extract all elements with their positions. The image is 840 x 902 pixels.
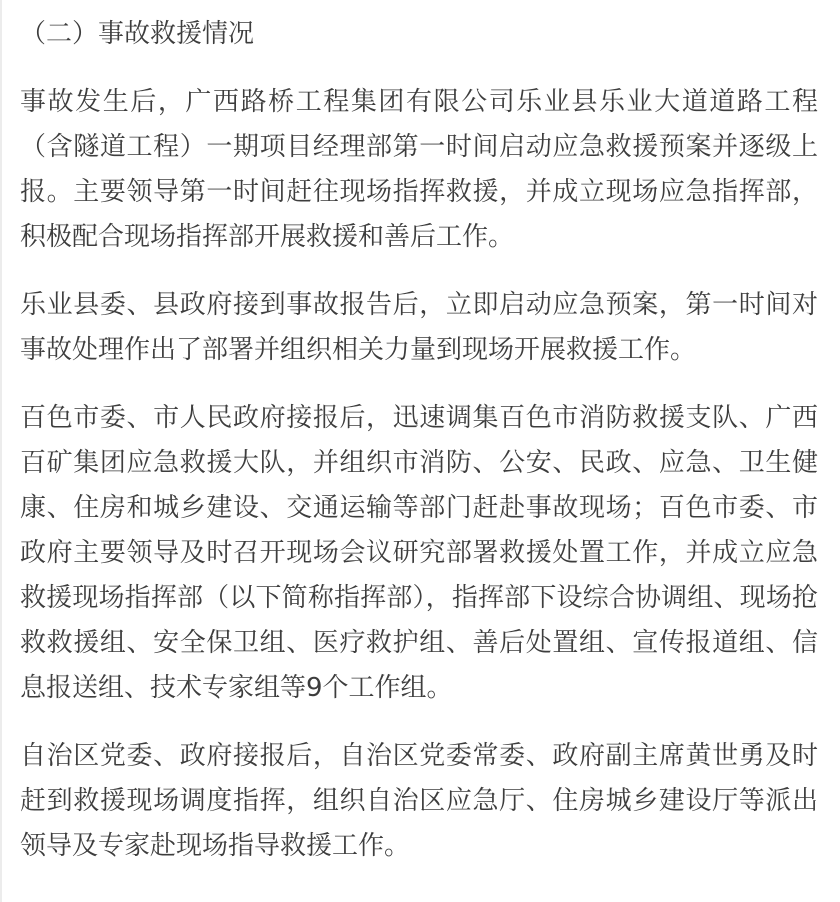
paragraph-city-response: 百色市委、市人民政府接报后，迅速调集百色市消防救援支队、广西百矿集团应急救援大队，并组织市消防、公安、民政、应急、卫生健康、住房和城乡建设、交通运输等部门赶赴事故现场；百色市委、市政府主要领导及时召开现场会议研究部署救援处置工作，并成立应急救援现场指挥部（以下简称指挥部），指挥部下设综合协调组、现场抢救救援组、安全保卫组、医疗救护组、善后处置组、宣传报道组、信息报送组、技术专家组等9个工作组。 bbox=[20, 403, 818, 703]
section-heading: （二）事故救援情况 bbox=[20, 19, 255, 49]
paragraph-county-response: 乐业县委、县政府接到事故报告后，立即启动应急预案，第一时间对事故处理作出了部署并组织相关力量到现场开展救援工作。 bbox=[20, 290, 818, 365]
paragraph-rescue-company: 事故发生后，广西路桥工程集团有限公司乐业县乐业大道道路工程（含隧道工程）一期项目经理部第一时间启动应急救援预案并逐级上报。主要领导第一时间赶往现场指挥救援，并成立现场应急指挥部，积极配合现场指挥部开展救援和善后工作。 bbox=[20, 87, 818, 252]
paragraph-region-response: 自治区党委、政府接报后，自治区党委常委、政府副主席黄世勇及时赶到救援现场调度指挥，组织自治区应急厅、住房城乡建设厅等派出领导及专家赴现场指导救援工作。 bbox=[20, 741, 818, 861]
